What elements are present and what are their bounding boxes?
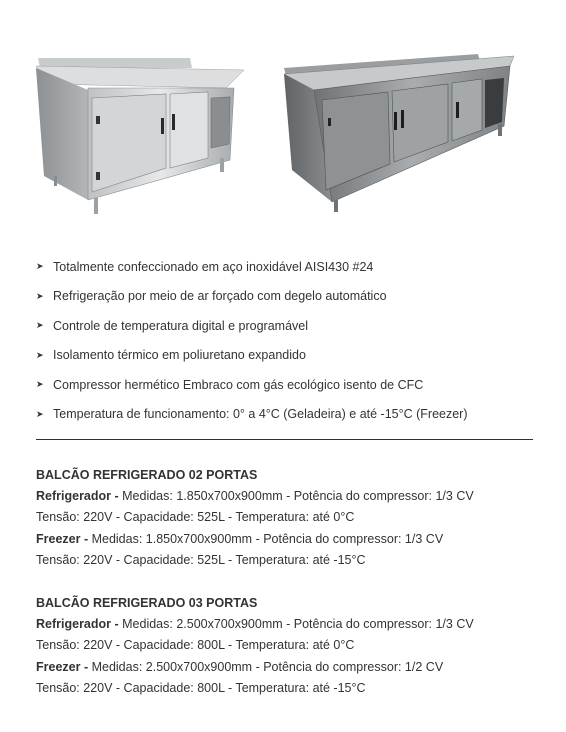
spec-line: Freezer - Medidas: 1.850x700x900mm - Potência do compressor: 1/3 CV <box>36 531 444 546</box>
balcao-3-portas-photo <box>278 40 528 220</box>
section-title: BALCÃO REFRIGERADO 02 PORTAS <box>36 468 258 482</box>
balcao-2-portas-photo <box>30 40 250 220</box>
spec-line: Refrigerador - Medidas: 2.500x700x900mm - Potência do compressor: 1/3 CV <box>36 617 474 631</box>
spec-section-3-portas <box>36 592 474 699</box>
list-item: ➤ Temperatura de funcionamento: 0° a 4°C (Geladeira) e até -15°C (Freezer) <box>36 407 468 422</box>
spec-line: Tensão: 220V - Capacidade: 525L - Temperatura: até -15°C <box>36 552 366 567</box>
arrow-bullet-icon: ➤ <box>36 379 44 390</box>
list-item: ➤ Isolamento térmico em poliuretano expandido <box>36 348 306 363</box>
spec-line: Tensão: 220V - Capacidade: 525L - Temperatura: até 0°C <box>36 510 355 525</box>
list-item: ➤ Compressor hermético Embraco com gás ecológico isento de CFC <box>36 377 424 392</box>
arrow-bullet-icon: ➤ <box>36 408 44 419</box>
list-item: ➤ Controle de temperatura digital e programável <box>36 318 308 333</box>
feature-list <box>36 252 468 429</box>
section-divider <box>36 439 533 440</box>
spec-line: Tensão: 220V - Capacidade: 800L - Temperatura: até -15°C <box>36 680 366 695</box>
spec-line: Tensão: 220V - Capacidade: 800L - Temperatura: até 0°C <box>36 638 355 653</box>
arrow-bullet-icon: ➤ <box>36 320 44 331</box>
arrow-bullet-icon: ➤ <box>36 349 44 360</box>
arrow-bullet-icon: ➤ <box>36 290 44 301</box>
spec-line: Refrigerador - Medidas: 1.850x700x900mm - Potência do compressor: 1/3 CV <box>36 489 474 503</box>
spec-section-2-portas <box>36 464 474 571</box>
list-item: ➤ Refrigeração por meio de ar forçado com degelo automático <box>36 289 387 304</box>
arrow-bullet-icon: ➤ <box>36 261 44 272</box>
spec-line: Freezer - Medidas: 2.500x700x900mm - Potência do compressor: 1/2 CV <box>36 659 444 674</box>
list-item: ➤ Totalmente confeccionado em aço inoxidável AISI430 #24 <box>36 259 374 274</box>
section-title: BALCÃO REFRIGERADO 03 PORTAS <box>36 596 258 610</box>
product-images <box>0 0 566 240</box>
